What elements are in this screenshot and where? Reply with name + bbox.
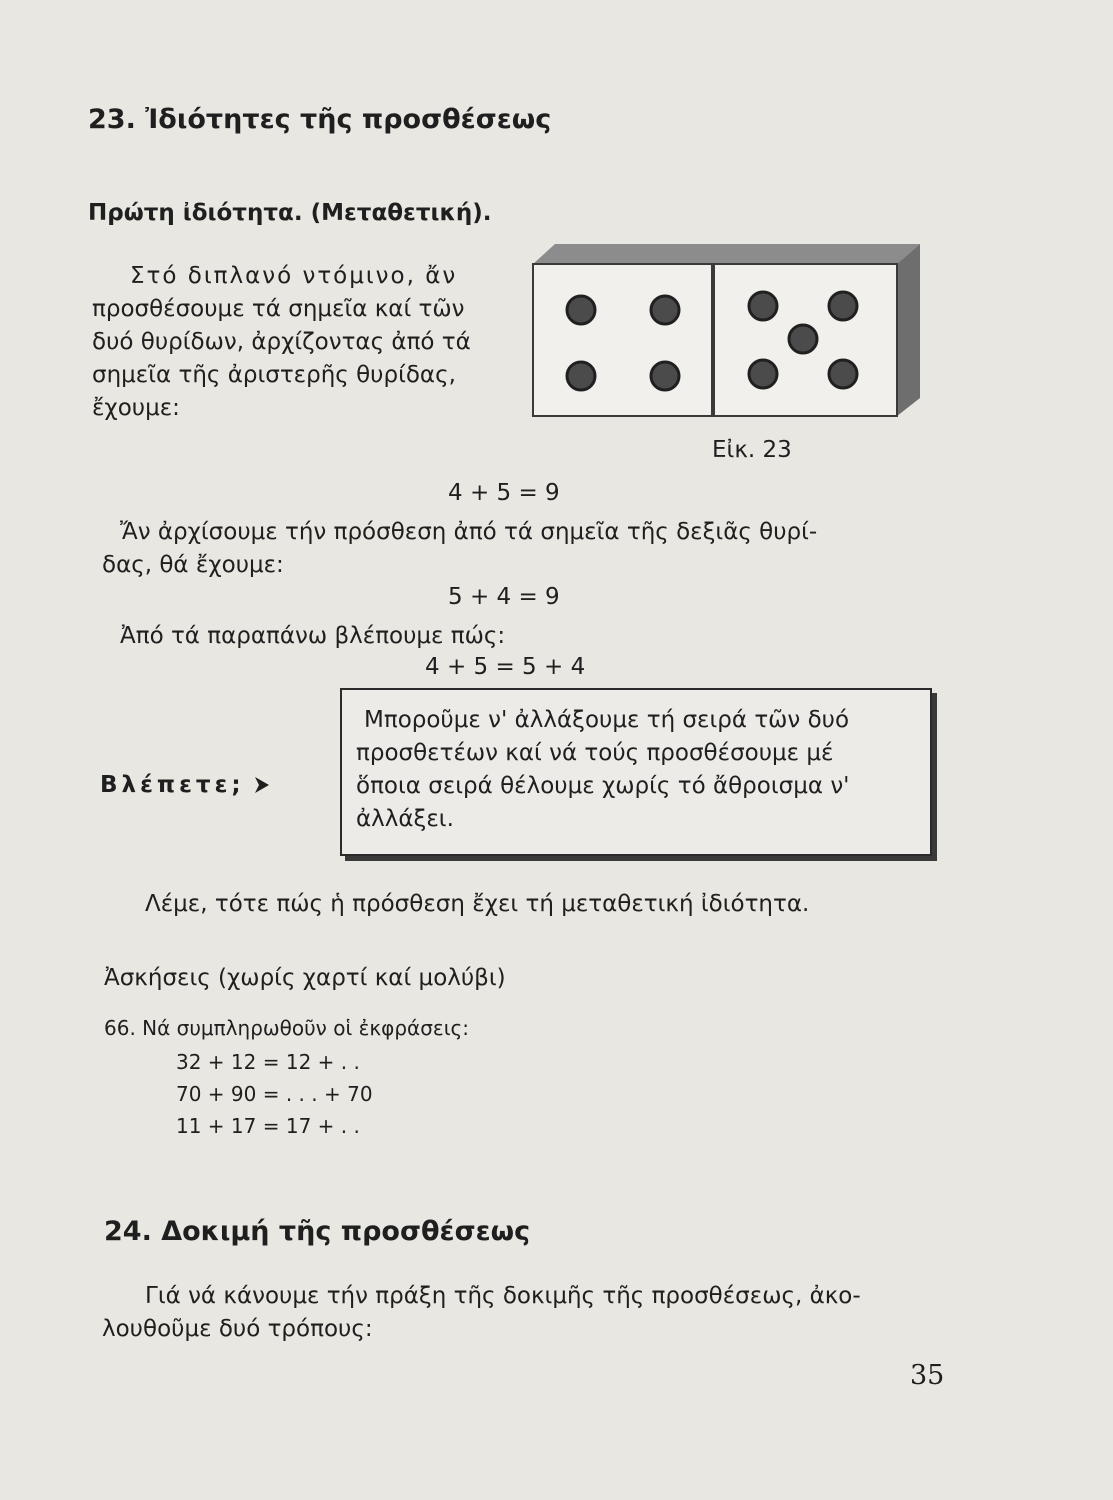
equation-1: 4 + 5 = 9 — [448, 480, 560, 506]
exercise-line: 11 + 17 = 17 + . . — [176, 1114, 360, 1138]
text-line: δας, θά ἔχουμε: — [102, 552, 284, 578]
section-24-title: 24. Δοκιμή τῆς προσθέσεως — [104, 1216, 531, 1247]
pip — [567, 362, 595, 390]
rule-line: ὅποια σειρά θέλουμε χωρίς τό ἄθροισμα ν' — [356, 773, 850, 799]
exercise-66-label: 66. Νά συμπληρωθοῦν οἱ ἐκφράσεις: — [104, 1016, 469, 1040]
equation-2: 5 + 4 = 9 — [448, 584, 560, 610]
pip — [829, 360, 857, 388]
conclusion-text: Λέμε, τότε πώς ἡ πρόσθεση ἔχει τή μεταθετική ἰδιότητα. — [145, 891, 810, 917]
figure-caption: Εἰκ. 23 — [712, 437, 792, 463]
pip — [567, 296, 595, 324]
intro-line: ἔχουμε: — [92, 395, 180, 421]
domino-top-face — [533, 244, 920, 264]
pip — [749, 360, 777, 388]
pip — [789, 325, 817, 353]
rule-box — [340, 688, 932, 856]
exercise-line: 32 + 12 = 12 + . . — [176, 1050, 360, 1074]
pip — [651, 296, 679, 324]
intro-line: δυό θυρίδων, ἀρχίζοντας ἀπό τά — [92, 329, 471, 355]
exercise-66-lines — [176, 1046, 373, 1142]
text-line: λουθοῦμε δυό τρόπους: — [102, 1316, 373, 1342]
intro-line: Στό διπλανό ντόμινο, ἄν — [130, 263, 458, 289]
domino-figure — [525, 238, 925, 428]
section-24-paragraph — [102, 1280, 945, 1346]
pointing-arrow-icon — [253, 775, 271, 795]
right-start-paragraph — [102, 516, 950, 582]
exercises-title: Ἀσκήσεις (χωρίς χαρτί καί μολύβι) — [104, 965, 506, 991]
equation-3: 4 + 5 = 5 + 4 — [425, 654, 586, 680]
intro-line: σημεῖα τῆς ἀριστερῆς θυρίδας, — [92, 362, 456, 388]
text-line: Γιά νά κάνουμε τήν πράξη τῆς δοκιμῆς τῆς προσθέσεως, ἀκο- — [145, 1283, 861, 1309]
intro-line: προσθέσουμε τά σημεῖα καί τῶν — [92, 296, 465, 322]
text-line: Ἄν ἀρχίσουμε τήν πρόσθεση ἀπό τά σημεῖα τῆς δεξιᾶς θυρί- — [120, 519, 818, 545]
rule-line: Μποροῦμε ν' ἀλλάξουμε τή σειρά τῶν δυό — [364, 707, 850, 733]
property-title: Πρώτη ἰδιότητα. (Μεταθετική). — [88, 200, 492, 226]
pip — [829, 292, 857, 320]
rule-line: ἀλλάξει. — [356, 806, 454, 832]
page-number: 35 — [910, 1360, 945, 1391]
see-callout — [100, 772, 271, 798]
domino-side-face — [897, 244, 920, 416]
pip — [651, 362, 679, 390]
exercise-line: 70 + 90 = . . . + 70 — [176, 1082, 373, 1106]
from-above-text: Ἀπό τά παραπάνω βλέπουμε πώς: — [120, 623, 506, 649]
see-label: Βλέπετε; — [100, 772, 245, 798]
pip — [749, 292, 777, 320]
intro-paragraph — [92, 260, 520, 425]
section-23-title: 23. Ἰδιότητες τῆς προσθέσεως — [88, 104, 552, 135]
rule-line: προσθετέων καί νά τούς προσθέσουμε μέ — [356, 740, 834, 766]
